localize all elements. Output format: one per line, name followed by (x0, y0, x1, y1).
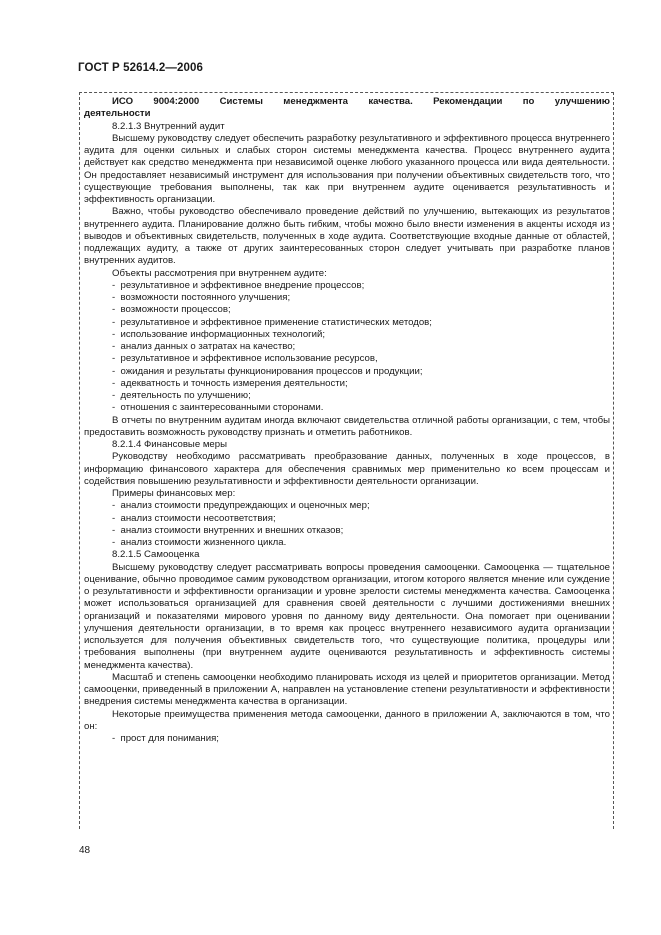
section-heading-8214: 8.2.1.4 Финансовые меры (112, 439, 227, 450)
paragraph-audit-objects-intro: Объекты рассмотрения при внутреннем аудите: (112, 267, 327, 279)
audit-objects-list (84, 280, 610, 415)
section-heading-8215: 8.2.1.5 Самооценка (112, 549, 200, 561)
paragraph-self-assessment-1: Высшему руководству следует рассматривать вопросы проведения самооценки. Самооценка — тщательное оценивание, обычно проводимое самим руководством организации, итогом которого является мнение или суждение о результативности и эффективности организации и уровне зрелости системы менеджмента качества. Самооценка может использоваться организацией для сравнения своей деятельности с лучшими достижениями внешних организаций и показателями мирового уровня по данному виду деятельности. Она помогает при оценивании улучшения деятельности организации, в то время как процесс внутреннего независимого аудита организации используется для получения объективных свидетельств того, что существующие политика, процедуры или требования выполнены (при внутреннем аудите оцениваются результативность и эффективность системы менеджмента качества). (84, 561, 610, 671)
list-item: - возможности постоянного улучшения; (84, 292, 610, 304)
page-number: 48 (79, 845, 91, 856)
list-item: - возможности процессов; (84, 304, 610, 316)
paragraph-internal-audit-2: Важно, чтобы руководство обеспечивало проведение действий по улучшению, вытекающих из результатов внутреннего аудита. Планирование должно быть гибким, чтобы можно было внести изменения в акценты исходя из выводов и объективных свидетельств, полученных в ходе аудита. Соответствующие входные данные от областей, подлежащих аудиту, а также от других заинтересованных сторон следует учитывать при разработке планов внутренних аудитов. (84, 206, 610, 267)
document-header: ГОСТ Р 52614.2—2006 (78, 62, 203, 74)
document-body (84, 96, 610, 745)
section-heading-8213: 8.2.1.3 Внутренний аудит (112, 120, 225, 132)
list-item: - результативное и эффективное внедрение процессов; (84, 280, 610, 292)
list-item: - анализ стоимости жизненного цикла. (84, 537, 610, 549)
paragraph-internal-audit-1: Высшему руководству следует обеспечить разработку результативного и эффективного процесса внутреннего аудита для оценки сильных и слабых сторон системы менеджмента качества. Процесс внутреннего аудита действует как средство менеджмента при независимой оценке любого указанного процесса или вида деятельности. Он предоставляет независимый инструмент для использования при получении объективных свидетельств того, что существующие требования выполнены, так как при внутреннем аудите оценивается результативность и эффективность организации. (84, 132, 610, 205)
list-item: - результативное и эффективное применение статистических методов; (84, 317, 610, 329)
list-item: - анализ данных о затратах на качество; (84, 341, 610, 353)
financial-measures-list (84, 500, 610, 549)
paragraph-self-assessment-3: Некоторые преимущества применения метода самооценки, данного в приложении А, заключаются в том, что он: (84, 708, 610, 732)
list-item: - анализ стоимости предупреждающих и оценочных мер; (84, 500, 610, 512)
list-item: - анализ стоимости внутренних и внешних отказов; (84, 525, 610, 537)
standard-title-line1: ИСО 9004:2000 Системы менеджмента качества. Рекомендации по улучшению (112, 96, 610, 107)
list-item: - отношения с заинтересованными сторонами. (84, 402, 610, 414)
list-item: - анализ стоимости несоответствия; (84, 513, 610, 525)
list-item: - прост для понимания; (84, 733, 610, 745)
list-item: - ожидания и результаты функционирования процессов и продукции; (84, 366, 610, 378)
paragraph-financial-examples-intro: Примеры финансовых мер: (112, 488, 236, 499)
list-item: - адекватность и точность измерения деятельности; (84, 378, 610, 390)
standard-title-line2: деятельности (84, 108, 151, 120)
list-item: - деятельность по улучшению; (84, 390, 610, 402)
paragraph-financial-measures: Руководству необходимо рассматривать преобразование данных, полученных в ходе процессов, в информацию финансового характера для обеспечения сравнимых мер применительно ко всем процессам и содействия повышению результативности и эффективности деятельности организации. (84, 451, 610, 487)
list-item: - использование информационных технологий; (84, 329, 610, 341)
paragraph-audit-reports: В отчеты по внутренним аудитам иногда включают свидетельства отличной работы организации, с тем, чтобы предоставить возможность руководству признать и отметить работников. (84, 414, 610, 438)
paragraph-self-assessment-2: Масштаб и степень самооценки необходимо планировать исходя из целей и приоритетов организации. Метод самооценки, приведенный в приложении А, направлен на установление степени результативности и эффективности внедрения системы менеджмента качества в организации. (84, 671, 610, 708)
benefits-list (84, 733, 610, 745)
list-item: - результативное и эффективное использование ресурсов, (84, 353, 610, 365)
